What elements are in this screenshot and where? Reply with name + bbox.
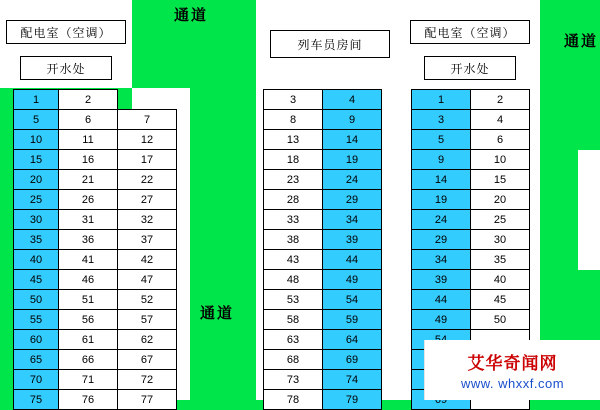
seat-row [14,290,190,310]
seat-cell[interactable]: 40 [13,249,59,270]
seat-cell[interactable]: 48 [263,269,323,290]
seat-cell[interactable]: 25 [13,189,59,210]
seat-row [264,190,384,210]
seat-cell[interactable]: 72 [117,369,177,390]
seat-cell[interactable]: 2 [470,89,530,110]
seat-cell[interactable]: 19 [411,189,471,210]
seat-cell[interactable]: 57 [117,309,177,330]
seat-row [264,290,384,310]
seat-cell[interactable]: 24 [322,169,382,190]
seat-cell[interactable]: 6 [58,109,118,130]
seat-cell[interactable]: 55 [13,309,59,330]
seat-row [14,90,190,110]
seat-cell[interactable]: 47 [117,269,177,290]
seat-cell[interactable]: 77 [117,389,177,410]
seat-cell[interactable]: 35 [470,249,530,270]
seat-row [14,350,190,370]
seat-cell[interactable]: 29 [322,189,382,210]
seat-cell[interactable]: 78 [263,389,323,410]
seat-cell[interactable]: 79 [322,389,382,410]
seat-row [14,330,190,350]
seat-cell[interactable]: 66 [58,349,118,370]
room-attendant-middle [270,30,390,58]
seat-cell[interactable]: 15 [470,169,530,190]
seat-cell[interactable]: 63 [263,329,323,350]
watermark-url: www. whxxf.com [460,376,565,391]
seat-cell[interactable]: 44 [411,289,471,310]
seat-cell[interactable]: 22 [117,169,177,190]
seat-cell[interactable]: 25 [470,209,530,230]
seat-row [14,190,190,210]
seat-cell[interactable]: 23 [263,169,323,190]
seat-cell[interactable]: 4 [470,109,530,130]
seat-cell[interactable]: 49 [322,269,382,290]
seat-row [14,170,190,190]
seat-row [264,90,384,110]
seat-cell[interactable]: 45 [13,269,59,290]
seat-cell[interactable]: 50 [13,289,59,310]
watermark-title: 艾华奇闻网 [467,354,558,373]
coach-left-seat-grid [14,90,190,410]
seat-row [412,150,532,170]
seat-cell[interactable]: 36 [58,229,118,250]
seat-row [14,250,190,270]
seat-row [14,390,190,410]
seat-cell[interactable]: 39 [322,229,382,250]
seat-row [412,170,532,190]
room-water-right-label: 开水处 [450,61,490,76]
seat-row [264,150,384,170]
seat-cell[interactable]: 67 [117,349,177,370]
seat-row [264,350,384,370]
seat-row [264,330,384,350]
seat-cell[interactable]: 62 [117,329,177,350]
seat-cell[interactable]: 20 [13,169,59,190]
watermark [424,340,600,400]
seat-cell[interactable]: 30 [13,209,59,230]
seat-row [264,270,384,290]
seat-row [264,110,384,130]
seat-cell[interactable]: 14 [322,129,382,150]
seat-cell[interactable]: 18 [263,149,323,170]
seat-cell[interactable]: 9 [322,109,382,130]
seat-cell[interactable]: 73 [263,369,323,390]
seat-cell[interactable]: 38 [263,229,323,250]
seat-row [14,110,190,130]
seat-cell[interactable]: 34 [322,209,382,230]
seat-cell[interactable]: 9 [411,149,471,170]
seat-cell[interactable]: 76 [58,389,118,410]
seat-cell[interactable]: 33 [263,209,323,230]
seat-row [14,370,190,390]
room-power-right [410,20,530,44]
seat-cell[interactable]: 10 [13,129,59,150]
seat-cell-empty [117,89,177,110]
seat-cell[interactable]: 24 [411,209,471,230]
seat-cell[interactable]: 68 [263,349,323,370]
seat-cell[interactable]: 5 [13,109,59,130]
seat-cell[interactable]: 45 [470,289,530,310]
room-water-left [20,56,112,80]
seat-row [264,370,384,390]
seat-cell[interactable]: 29 [411,229,471,250]
seat-row [14,310,190,330]
seat-cell[interactable]: 17 [117,149,177,170]
seat-cell[interactable]: 27 [117,189,177,210]
seat-row [412,110,532,130]
seat-cell[interactable]: 42 [117,249,177,270]
seat-cell[interactable]: 58 [263,309,323,330]
seat-cell[interactable]: 12 [117,129,177,150]
coach-middle-seat-grid [264,90,384,410]
seat-cell[interactable]: 16 [58,149,118,170]
seat-cell[interactable]: 13 [263,129,323,150]
room-water-left-label: 开水处 [46,61,86,76]
seat-cell[interactable]: 6 [470,129,530,150]
room-power-left [6,20,126,44]
seat-cell[interactable]: 74 [322,369,382,390]
right-edge-panel [578,150,600,270]
seat-cell[interactable]: 3 [263,89,323,110]
seat-cell[interactable]: 1 [411,89,471,110]
seat-cell[interactable]: 75 [13,389,59,410]
seat-row [412,290,532,310]
seat-row [412,230,532,250]
seat-cell[interactable]: 32 [117,209,177,230]
seat-row [14,270,190,290]
seat-row [14,150,190,170]
seat-cell[interactable]: 3 [411,109,471,130]
seat-cell[interactable]: 50 [470,309,530,330]
seat-row [264,390,384,410]
seat-row [14,230,190,250]
seat-row [264,310,384,330]
seat-row [264,170,384,190]
seat-cell[interactable]: 64 [322,329,382,350]
seat-cell[interactable]: 4 [322,89,382,110]
seat-cell[interactable]: 53 [263,289,323,310]
seat-cell[interactable]: 52 [117,289,177,310]
seat-cell[interactable]: 61 [58,329,118,350]
seat-cell[interactable]: 41 [58,249,118,270]
seat-cell[interactable]: 30 [470,229,530,250]
seat-cell[interactable]: 8 [263,109,323,130]
seat-cell[interactable]: 5 [411,129,471,150]
seat-cell[interactable]: 71 [58,369,118,390]
room-attendant-label: 列车员房间 [297,37,363,52]
aisle-label-left-lower: 通道 [200,305,235,322]
seat-cell[interactable]: 34 [411,249,471,270]
seat-cell[interactable]: 46 [58,269,118,290]
seat-cell[interactable]: 39 [411,269,471,290]
seat-row [264,230,384,250]
seat-cell[interactable]: 1 [13,89,59,110]
seat-row [14,130,190,150]
seat-row [412,270,532,290]
seat-cell[interactable]: 49 [411,309,471,330]
seat-cell[interactable]: 19 [322,149,382,170]
seat-cell[interactable]: 10 [470,149,530,170]
seat-cell[interactable]: 43 [263,249,323,270]
seat-row [412,190,532,210]
seat-row [412,210,532,230]
seat-cell[interactable]: 60 [13,329,59,350]
seat-row [412,90,532,110]
seat-cell[interactable]: 11 [58,129,118,150]
seat-cell[interactable]: 15 [13,149,59,170]
seat-row [412,250,532,270]
seat-cell[interactable]: 31 [58,209,118,230]
seat-cell[interactable]: 70 [13,369,59,390]
seat-cell[interactable]: 26 [58,189,118,210]
seat-cell[interactable]: 54 [322,289,382,310]
seat-row [264,130,384,150]
aisle-label-top: 通道 [174,7,209,24]
room-power-right-label: 配电室（空调） [424,25,516,40]
seat-cell[interactable]: 69 [322,349,382,370]
seat-row [264,250,384,270]
seat-cell[interactable]: 14 [411,169,471,190]
aisle-label-right: 通道 [564,33,599,50]
seat-row [264,210,384,230]
seat-cell[interactable]: 37 [117,229,177,250]
seat-cell[interactable]: 40 [470,269,530,290]
seat-cell[interactable]: 35 [13,229,59,250]
seat-cell[interactable]: 65 [13,349,59,370]
seat-cell[interactable]: 21 [58,169,118,190]
seat-row [412,130,532,150]
seat-cell[interactable]: 51 [58,289,118,310]
seat-cell[interactable]: 56 [58,309,118,330]
seat-cell[interactable]: 20 [470,189,530,210]
room-water-right [424,56,516,80]
seat-cell[interactable]: 59 [322,309,382,330]
seat-cell[interactable]: 7 [117,109,177,130]
seat-cell[interactable]: 2 [58,89,118,110]
seat-cell[interactable]: 44 [322,249,382,270]
seat-row [412,310,532,330]
seat-cell[interactable]: 28 [263,189,323,210]
room-power-left-label: 配电室（空调） [20,25,112,40]
seat-row [14,210,190,230]
